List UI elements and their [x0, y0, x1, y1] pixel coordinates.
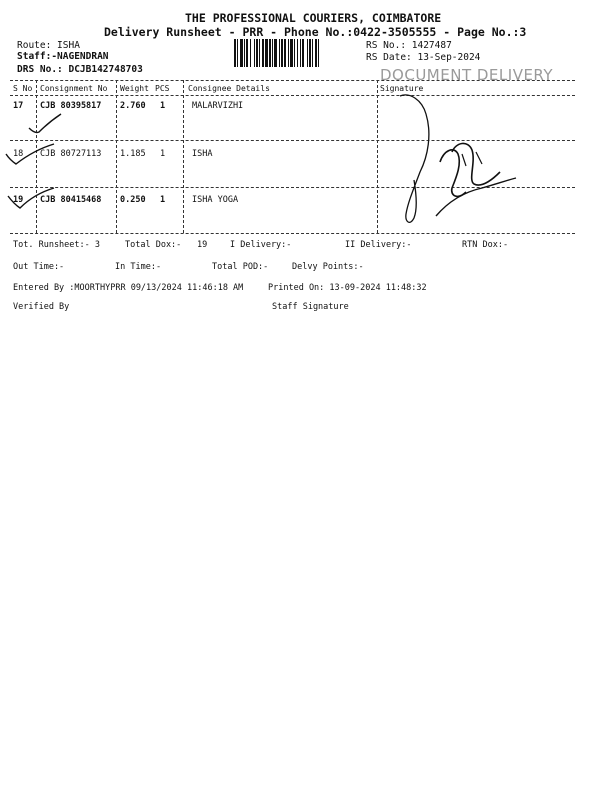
row-weight: 1.185: [120, 149, 146, 159]
barcode-bar: [274, 39, 277, 67]
row-pcs: 1: [160, 101, 166, 111]
out-time: Out Time:-: [13, 262, 65, 272]
col-header-sno: S No: [13, 84, 33, 93]
total-dox-value: 19: [197, 240, 208, 250]
barcode-bar: [269, 39, 271, 67]
total-pod: Total POD:-: [212, 262, 269, 272]
row-sno: 17: [13, 101, 24, 111]
barcode-bar: [265, 39, 268, 67]
barcode-bar: [240, 39, 243, 67]
first-delivery: I Delivery:-: [230, 240, 292, 250]
runsheet-subtitle: Delivery Runsheet - PRR - Phone No.:0422-3505555 - Page No.:3: [104, 25, 527, 39]
row-consignee: MALARVIZHI: [192, 101, 244, 111]
verified-by: Verified By: [13, 302, 70, 312]
barcode-bar: [246, 39, 248, 67]
barcode-bar: [294, 39, 295, 67]
barcode-bar: [302, 39, 304, 67]
barcode-bar: [254, 39, 255, 67]
barcode-bar: [312, 39, 313, 67]
tick-mark-icon: [6, 186, 60, 214]
total-runsheet: Tot. Runsheet:- 3: [13, 240, 100, 250]
barcode-bar: [300, 39, 301, 67]
barcode-bar: [318, 39, 319, 67]
second-delivery: II Delivery:-: [345, 240, 412, 250]
route-label: Route: ISHA: [17, 40, 80, 51]
barcode-bar: [262, 39, 264, 67]
barcode-bar: [315, 39, 317, 67]
rs-number: RS No.: 1427487: [366, 40, 452, 51]
total-dox-label: Total Dox:-: [125, 240, 182, 250]
barcode-bar: [288, 39, 289, 67]
column-divider: [116, 80, 117, 233]
entered-by: Entered By :MOORTHYPRR 09/13/2024 11:46:18 AM: [13, 283, 244, 293]
table-top-rule: [10, 80, 575, 81]
col-header-consignee: Consignee Details: [188, 84, 270, 93]
row-weight: 2.760: [120, 101, 146, 111]
row-sno: 18: [13, 149, 24, 159]
barcode-bar: [244, 39, 245, 67]
barcode-bar: [281, 39, 283, 67]
col-header-weight: Weight: [120, 84, 149, 93]
row-sno: 19: [13, 195, 24, 205]
barcode-bar: [237, 39, 238, 67]
barcode-graphic: [233, 39, 359, 67]
barcode-bar: [250, 39, 251, 67]
row-weight: 0.250: [120, 195, 146, 205]
return-dox: RTN Dox:-: [462, 240, 509, 250]
barcode-bar: [272, 39, 273, 67]
row-consignment: CJB 80415468: [40, 195, 102, 205]
drs-number: DRS No.: DCJB142748703: [17, 64, 143, 75]
staff-signature: Staff Signature: [272, 302, 349, 312]
col-header-pcs: PCS: [155, 84, 170, 93]
table-bottom-rule: [10, 233, 575, 234]
barcode-bar: [307, 39, 308, 67]
tick-mark-icon: [4, 140, 60, 170]
barcode-bar: [309, 39, 311, 67]
document-delivery-stamp: DOCUMENT DELIVERY: [380, 66, 554, 84]
tick-mark-icon: [25, 112, 65, 138]
row-consignment: CJB 80395817: [40, 101, 102, 111]
barcode-bar: [259, 39, 260, 67]
row-consignee: ISHA YOGA: [192, 195, 239, 205]
barcode-bar: [279, 39, 280, 67]
col-header-consignment: Consignment No: [40, 84, 108, 93]
column-divider: [183, 80, 184, 233]
col-header-signature: Signature: [380, 84, 424, 93]
barcode-bar: [290, 39, 293, 67]
column-divider: [377, 80, 378, 233]
row-pcs: 1: [160, 149, 166, 159]
row-pcs: 1: [160, 195, 166, 205]
staff-label: Staff:-NAGENDRAN: [17, 51, 109, 62]
delivery-points: Delvy Points:-: [292, 262, 364, 272]
company-title: THE PROFESSIONAL COURIERS, COIMBATORE: [185, 11, 442, 25]
rs-date: RS Date: 13-Sep-2024: [366, 52, 481, 63]
printed-on: Printed On: 13-09-2024 11:48:32: [268, 283, 427, 293]
row-consignment: CJB 80727113: [40, 149, 102, 159]
barcode-bar: [256, 39, 258, 67]
row-consignee: ISHA: [192, 149, 213, 159]
barcode-bar: [297, 39, 298, 67]
barcode-bar: [234, 39, 236, 67]
handwritten-signature: [392, 92, 522, 232]
barcode-bar: [284, 39, 286, 67]
in-time: In Time:-: [115, 262, 162, 272]
